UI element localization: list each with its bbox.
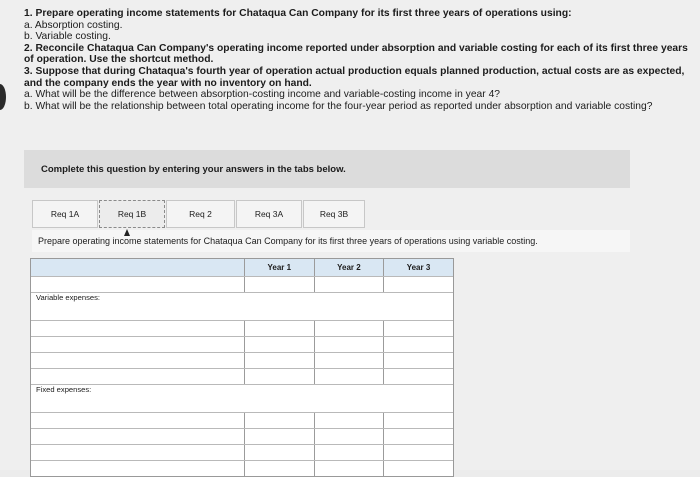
header-year-1: Year 1 (244, 259, 314, 276)
scroll-marker (0, 84, 6, 110)
year-1-input[interactable] (244, 353, 314, 368)
instructions-banner (24, 150, 630, 188)
table-row (31, 460, 453, 476)
year-3-input[interactable] (383, 429, 453, 444)
table-row (31, 352, 453, 368)
row-label-input[interactable] (31, 429, 244, 444)
header-year-2: Year 2 (314, 259, 384, 276)
question-item-3: 3. Suppose that during Chataqua's fourth year of operation actual production equals planned production, actual costs are as expected, and the company ends the year with no inventory on hand. (24, 65, 685, 89)
year-2-input[interactable] (314, 353, 384, 368)
year-2-input[interactable] (314, 369, 384, 384)
table-row (31, 276, 453, 292)
year-2-input[interactable] (314, 445, 384, 460)
year-3-input[interactable] (383, 413, 453, 428)
table-row (31, 368, 453, 384)
table-row (31, 428, 453, 444)
question-item-3a: a. What will be the difference between absorption-costing income and variable-costing income in year 4? (24, 89, 501, 101)
year-3-input[interactable] (383, 461, 453, 476)
year-1-input[interactable] (244, 369, 314, 384)
table-row (31, 412, 453, 428)
year-1-input[interactable] (244, 461, 314, 476)
year-1-input[interactable] (244, 413, 314, 428)
header-year-3: Year 3 (383, 259, 453, 276)
year-2-input[interactable] (314, 429, 384, 444)
question-item-3b: b. What will be the relationship between total operating income for the four-year period as reported under absorption and variable costing? (24, 100, 653, 112)
year-2-input[interactable] (314, 413, 384, 428)
row-label-input[interactable] (31, 353, 244, 368)
row-label-input[interactable] (31, 413, 244, 428)
mouse-cursor-icon (124, 229, 130, 236)
question-item-1b: b. Variable costing. (24, 31, 111, 43)
year-2-input[interactable] (314, 277, 384, 292)
table-row (31, 320, 453, 336)
year-3-input[interactable] (383, 337, 453, 352)
year-1-input[interactable] (244, 321, 314, 336)
year-1-input[interactable] (244, 277, 314, 292)
year-1-input[interactable] (244, 445, 314, 460)
row-label-input[interactable] (31, 461, 244, 476)
year-1-input[interactable] (244, 429, 314, 444)
tab-req-1b[interactable]: Req 1B (99, 200, 165, 228)
year-2-input[interactable] (314, 337, 384, 352)
year-3-input[interactable] (383, 445, 453, 460)
row-label-input[interactable] (31, 445, 244, 460)
header-blank (31, 259, 244, 276)
year-3-input[interactable] (383, 277, 453, 292)
row-label-input[interactable] (31, 321, 244, 336)
question-item-1: 1. Prepare operating income statements for Chataqua Can Company for its first three years of operations using: (24, 8, 572, 19)
table-row (31, 336, 453, 352)
tab-instruction: Prepare operating income statements for Chataqua Can Company for its first three years of operations using variable costing. (32, 230, 630, 252)
income-statement-table (30, 258, 454, 477)
row-label-input[interactable] (31, 369, 244, 384)
table-row (31, 444, 453, 460)
year-3-input[interactable] (383, 353, 453, 368)
year-2-input[interactable] (314, 461, 384, 476)
tab-req-2[interactable]: Req 2 (166, 200, 235, 228)
table-row (31, 292, 453, 320)
year-1-input[interactable] (244, 337, 314, 352)
tab-req-3a[interactable]: Req 3A (236, 200, 302, 228)
table-header-row (31, 259, 453, 276)
banner-text: Complete this question by entering your answers in the tabs below. (41, 164, 346, 175)
tab-req-1a[interactable]: Req 1A (32, 200, 98, 228)
year-2-input[interactable] (314, 321, 384, 336)
row-label-input[interactable] (31, 337, 244, 352)
year-3-input[interactable] (383, 369, 453, 384)
question-text (24, 8, 696, 112)
table-row (31, 384, 453, 412)
question-item-1a: a. Absorption costing. (24, 19, 123, 31)
row-label-input[interactable] (31, 277, 244, 292)
tab-req-3b[interactable]: Req 3B (303, 200, 365, 228)
fixed-expenses-label: Fixed expenses: (36, 385, 92, 394)
variable-expenses-label: Variable expenses: (36, 293, 101, 302)
year-3-input[interactable] (383, 321, 453, 336)
question-item-2: 2. Reconcile Chataqua Can Company's operating income reported under absorption and variable costing for each of its first three years of operation. Use the shortcut method. (24, 42, 688, 66)
